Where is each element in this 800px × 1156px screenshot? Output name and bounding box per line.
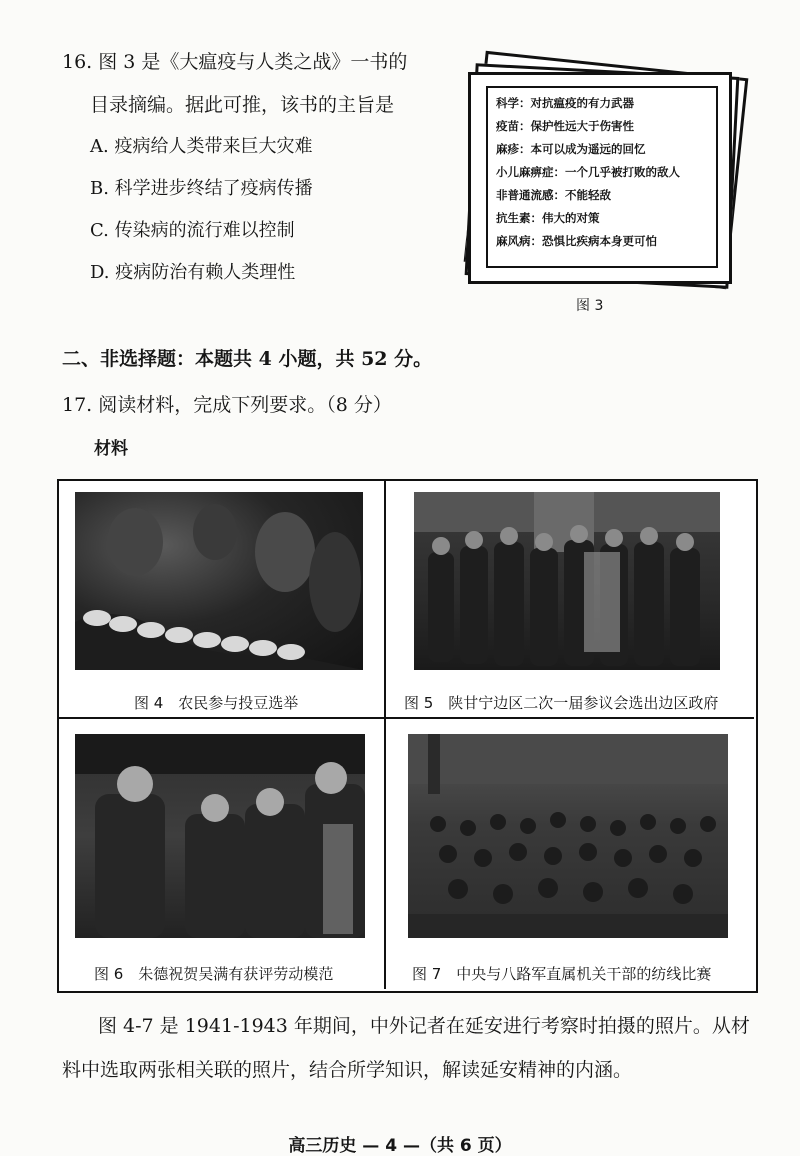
caption-fig7: 图 7 中央与八路军直属机关干部的纺线比赛: [412, 965, 712, 983]
q16-option-a: A. 疫病给人类带来巨大灾难: [90, 136, 313, 157]
caption-fig4: 图 4 农民参与投豆选举: [134, 694, 299, 712]
photo-fig7: [408, 734, 728, 938]
photo-fig4: [75, 492, 363, 670]
list-item: 非普通流感：不能轻敌: [496, 188, 611, 202]
q16-option-c: C. 传染病的流行难以控制: [90, 220, 295, 241]
grid-divider-vertical: [384, 479, 386, 989]
list-item: 小儿麻痹症：一个几乎被打败的敌人: [496, 165, 680, 179]
q17-heading: 17. 阅读材料，完成下列要求。（8 分）: [62, 394, 392, 416]
q16-line1: 16. 图 3 是《大瘟疫与人类之战》一书的: [62, 51, 408, 73]
photo-fig5: [414, 492, 720, 670]
section2-heading: 二、非选择题：本题共 4 小题，共 52 分。: [62, 348, 433, 370]
figure3-list: [486, 86, 718, 268]
material-label: 材料: [94, 439, 128, 459]
caption-fig6: 图 6 朱德祝贺吴满有获评劳动模范: [94, 965, 334, 983]
page-footer: 高三历史 — 4 —（共 6 页）: [288, 1136, 512, 1156]
q16-line2: 目录摘编。据此可推，该书的主旨是: [90, 94, 395, 116]
q16-option-b: B. 科学进步终结了疫病传播: [90, 178, 313, 199]
list-item: 科学：对抗瘟疫的有力武器: [496, 96, 634, 110]
caption-fig5: 图 5 陕甘宁边区二次一届参议会选出边区政府: [404, 694, 719, 712]
list-item: 抗生素：伟大的对策: [496, 211, 600, 225]
figure3-caption: 图 3: [576, 298, 604, 314]
photo-fig6: [75, 734, 365, 938]
paragraph-line2: 料中选取两张相关联的照片，结合所学知识，解读延安精神的内涵。: [62, 1059, 633, 1081]
grid-divider-horizontal: [57, 717, 754, 719]
paragraph-line1: 图 4-7 是 1941-1943 年期间，中外记者在延安进行考察时拍摄的照片。从材: [98, 1015, 750, 1037]
list-item: 疫苗：保护性远大于伤害性: [496, 119, 634, 133]
list-item: 麻疹：本可以成为遥远的回忆: [496, 142, 646, 156]
q16-option-d: D. 疫病防治有赖人类理性: [90, 262, 296, 283]
list-item: 麻风病：恐惧比疾病本身更可怕: [496, 234, 657, 248]
